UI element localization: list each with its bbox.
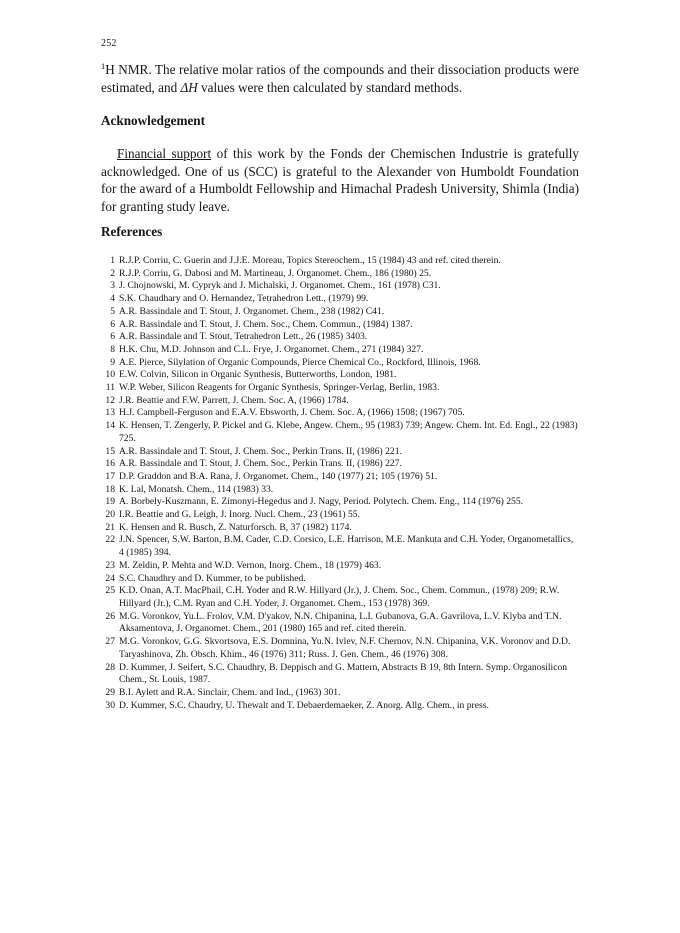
reference-item bbox=[101, 484, 579, 497]
reference-text: M.G. Voronkov, Yu.L. Frolov, V.M. D'yakov, N.N. Chipanina, L.I. Gubanova, G.A. Gavrilova, L.V. Klyba and T.N. Aksamentova, J. Organomet. Chem., 201 (1980) 165 and ref. cited therein. bbox=[119, 610, 562, 635]
reference-text: K.D. Onan, A.T. MacPhail, C.H. Yoder and R.W. Hillyard (Jr.), J. Chem. Soc., Chem. Commun., (1978) 209; R.W. Hillyard (Jr.), C.M. Ryan and C.H. Yoder, J. Organomet. Chem., 153 (1978) 369. bbox=[119, 585, 560, 609]
acknowledgement-body bbox=[101, 145, 579, 215]
reference-number: 10 bbox=[105, 369, 115, 381]
reference-item bbox=[101, 458, 579, 471]
reference-item bbox=[101, 255, 579, 268]
reference-number: 4 bbox=[110, 293, 115, 305]
reference-number: 25 bbox=[105, 585, 115, 597]
reference-text: M. Zeldin, P. Mehta and W.D. Vernon, Inorg. Chem., 18 (1979) 463. bbox=[119, 559, 382, 571]
reference-item bbox=[101, 306, 579, 319]
reference-number: 18 bbox=[105, 483, 115, 495]
reference-item bbox=[101, 293, 579, 306]
reference-item bbox=[101, 344, 579, 357]
reference-item bbox=[101, 611, 579, 636]
reference-text: K. Hensen, T. Zengerly, P. Pickel and G. Klebe, Angew. Chem., 95 (1983) 739; Angew. Chem. Int. Ed. Engl., 22 (1983) 725. bbox=[119, 420, 578, 444]
reference-number: 13 bbox=[105, 407, 115, 419]
reference-item bbox=[101, 496, 579, 509]
reference-text: D. Kummer, J. Seifert, S.C. Chaudhry, B. Deppisch and G. Mattern, Abstracts B 19, 8th Intern. Symp. Organosilicon Chem., St. Louis, 1987. bbox=[119, 661, 568, 686]
intro-paragraph bbox=[101, 61, 579, 97]
reference-text: J. Chojnowski, M. Cypryk and J. Michalski, J. Organomet. Chem., 161 (1978) C31. bbox=[119, 280, 441, 292]
reference-number: 17 bbox=[105, 470, 115, 482]
reference-text: J.N. Spencer, S.W. Barton, B.M. Cader, C.D. Corsico, L.E. Harrison, M.E. Mankuta and C.H. Yoder, Organometallics, 4 (1985) 394. bbox=[119, 534, 574, 559]
reference-number: 12 bbox=[105, 394, 115, 406]
reference-number: 26 bbox=[105, 610, 115, 622]
reference-item bbox=[101, 395, 579, 408]
reference-item bbox=[101, 560, 579, 573]
reference-item bbox=[101, 662, 579, 687]
reference-text: W.P. Weber, Silicon Reagents for Organic Synthesis, Springer-Verlag, Berlin, 1983. bbox=[119, 382, 440, 394]
reference-number: 5 bbox=[110, 305, 115, 317]
reference-item bbox=[101, 687, 579, 700]
reference-item bbox=[101, 522, 579, 535]
delta-h-symbol: ΔH bbox=[180, 80, 198, 95]
nmr-superscript: 1 bbox=[101, 61, 106, 71]
reference-text: M.G. Voronkov, G.G. Skvortsova, E.S. Domnina, Yu.N. Ivlev, N.F. Chernov, N.N. Chipanina, V.K. Voronov and D.D. Taryashinova, Zh. Obsch. Khim., 46 (1976) 311; Russ. J. Gen. Chem., 46 (1976) 308. bbox=[119, 636, 571, 660]
reference-text: A.R. Bassindale and T. Stout, J. Chem. Soc., Perkin Trans. II, (1986) 221. bbox=[119, 445, 402, 457]
reference-text: H.J. Campbell-Ferguson and E.A.V. Ebsworth, J. Chem. Soc. A, (1966) 1508; (1967) 705. bbox=[119, 407, 465, 419]
reference-number: 14 bbox=[105, 420, 115, 432]
acknowledgement-lead: Financial support bbox=[117, 146, 212, 161]
reference-item bbox=[101, 382, 579, 395]
reference-text: S.C. Chaudhry and D. Kummer, to be published. bbox=[119, 572, 306, 584]
reference-item bbox=[101, 420, 579, 445]
reference-number: 16 bbox=[105, 458, 115, 470]
reference-text: J.R. Beattie and F.W. Parrett, J. Chem. Soc. A, (1966) 1784. bbox=[119, 394, 349, 406]
intro-text-b: values were then calculated by standard methods. bbox=[197, 80, 463, 95]
reference-item bbox=[101, 369, 579, 382]
reference-item bbox=[101, 585, 579, 610]
reference-text: D. Kummer, S.C. Chaudry, U. Thewalt and T. Debaerdemaeker, Z. Anorg. Allg. Chem., in press. bbox=[119, 699, 489, 711]
reference-number: 21 bbox=[105, 521, 115, 533]
reference-item bbox=[101, 319, 579, 332]
reference-item bbox=[101, 700, 579, 713]
reference-number: 15 bbox=[105, 445, 115, 457]
reference-item bbox=[101, 331, 579, 344]
reference-number: 23 bbox=[105, 559, 115, 571]
reference-item bbox=[101, 446, 579, 459]
reference-number: 22 bbox=[105, 534, 115, 546]
reference-item bbox=[101, 268, 579, 281]
references-list bbox=[101, 255, 579, 712]
reference-text: R.J.P. Corriu, G. Dabosi and M. Martineau, J. Organomet. Chem., 186 (1980) 25. bbox=[119, 267, 432, 279]
reference-number: 1 bbox=[110, 255, 115, 266]
reference-text: A. Borbely-Kuszmann, E. Zimonyi-Hegedus and J. Nagy, Period. Polytech. Chem. Eng., 114 (1976) 255. bbox=[119, 496, 524, 508]
reference-text: A.R. Bassindale and T. Stout, J. Chem. Soc., Perkin Trans. II, (1986) 227. bbox=[119, 458, 402, 470]
reference-item bbox=[101, 407, 579, 420]
reference-item bbox=[101, 471, 579, 484]
reference-text: D.P. Graddon and B.A. Rana, J. Organomet. Chem., 140 (1977) 21; 105 (1976) 51. bbox=[119, 470, 438, 482]
acknowledgement-text: of this work by the Fonds der Chemischen Industrie is gratefully acknowledged. One of us (SCC) is grateful to the Alexander von Humboldt Foundation for the award of a Humboldt Fellowship and Himachal Pradesh University, Shimla (India) for granting study leave. bbox=[101, 146, 580, 214]
reference-text: A.E. Pierce, Silylation of Organic Compounds, Pierce Chemical Co., Rockford, Illinois, 1968. bbox=[119, 356, 481, 368]
reference-text: H.K. Chu, M.D. Johnson and C.L. Frye, J. Organomet. Chem., 271 (1984) 327. bbox=[119, 343, 424, 355]
reference-item bbox=[101, 534, 579, 559]
reference-item bbox=[101, 573, 579, 586]
reference-number: 2 bbox=[110, 267, 115, 279]
acknowledgement-heading: Acknowledgement bbox=[101, 113, 206, 128]
reference-number: 3 bbox=[110, 280, 115, 292]
reference-text: I.R. Beattie and G. Leigh, J. Inorg. Nucl. Chem., 23 (1961) 55. bbox=[119, 509, 360, 521]
intro-text-a: H NMR. The relative molar ratios of the compounds and their dissociation products were estimated, and bbox=[101, 62, 579, 95]
reference-text: B.I. Aylett and R.A. Sinclair, Chem. and Ind., (1963) 301. bbox=[119, 686, 341, 698]
reference-number: 24 bbox=[105, 572, 115, 584]
reference-number: 8 bbox=[110, 343, 115, 355]
reference-number: 28 bbox=[105, 661, 115, 673]
reference-number: 6 bbox=[110, 318, 115, 330]
reference-number: 11 bbox=[105, 382, 115, 394]
reference-number: 9 bbox=[110, 356, 115, 368]
reference-number: 20 bbox=[105, 509, 115, 521]
reference-text: A.R. Bassindale and T. Stout, J. Chem. Soc., Chem. Commun., (1984) 1387. bbox=[119, 318, 413, 330]
page-number: 252 bbox=[101, 38, 117, 49]
reference-text: K. Hensen and R. Busch, Z. Naturforsch. B, 37 (1982) 1174. bbox=[119, 521, 352, 533]
reference-number: 30 bbox=[105, 699, 115, 711]
reference-number: 29 bbox=[105, 686, 115, 698]
reference-text: R.J.P. Corriu, C. Guerin and J.J.E. Moreau, Topics Stereochem., 15 (1984) 43 and ref. cited therein. bbox=[119, 255, 501, 266]
reference-text: S.K. Chaudhary and O. Hernandez, Tetrahedron Lett., (1979) 99. bbox=[119, 293, 369, 305]
reference-number: 6 bbox=[110, 331, 115, 343]
reference-number: 27 bbox=[105, 636, 115, 648]
reference-item bbox=[101, 357, 579, 370]
reference-item bbox=[101, 636, 579, 661]
reference-item bbox=[101, 280, 579, 293]
reference-number: 19 bbox=[105, 496, 115, 508]
reference-item bbox=[101, 509, 579, 522]
reference-text: K. Lal, Monatsh. Chem., 114 (1983) 33. bbox=[119, 483, 274, 495]
reference-text: A.R. Bassindale and T. Stout, J. Organomet. Chem., 238 (1982) C41. bbox=[119, 305, 385, 317]
reference-text: A.R. Bassindale and T. Stout, Tetrahedron Lett., 26 (1985) 3403. bbox=[119, 331, 368, 343]
references-heading: References bbox=[101, 224, 163, 239]
reference-text: E.W. Colvin, Silicon in Organic Synthesis, Butterworths, London, 1981. bbox=[119, 369, 397, 381]
